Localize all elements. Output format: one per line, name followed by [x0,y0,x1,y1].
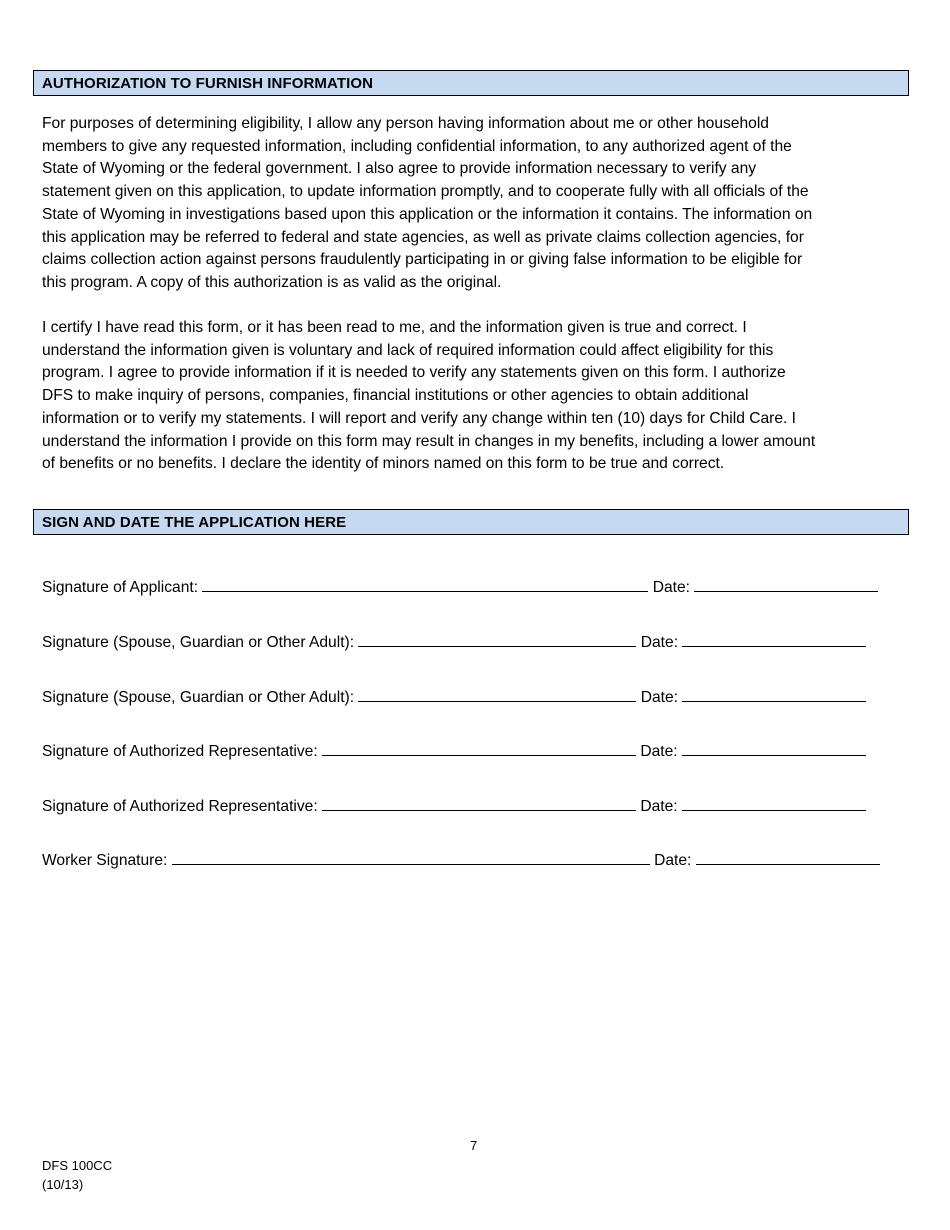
certification-paragraph [42,317,922,476]
signature-row-representative-2 [42,795,866,817]
paragraph-line: I certify I have read this form, or it has been read to me, and the information given is true and correct. I [42,319,747,336]
date-line[interactable] [682,631,866,647]
date-label: Date: [640,798,678,815]
paragraph-line: information or to verify my statements. I will report and verify any change within ten (10) days for Child Care. I [42,409,797,427]
signature-label: Signature of Authorized Representative: [42,798,318,815]
paragraph-line: this application may be referred to federal and state agencies, as well as private claims collection agencies, for [42,228,804,246]
signature-label: Signature of Applicant: [42,579,199,596]
signature-label: Signature of Authorized Representative: [42,743,318,760]
signature-row-spouse-1 [42,631,866,653]
signature-line[interactable] [322,740,636,756]
authorization-paragraph [42,113,922,295]
signature-label: Worker Signature: [42,852,168,869]
date-label: Date: [654,852,692,869]
authorization-heading: AUTHORIZATION TO FURNISH INFORMATION [42,75,374,92]
paragraph-line: claims collection action against persons fraudulently participating in or giving false information to be eligible for [42,251,803,269]
form-number: DFS 100CC [42,1158,113,1173]
form-revision-date: (10/13) [42,1177,84,1192]
date-line[interactable] [682,686,866,702]
signature-row-applicant [42,576,878,598]
date-label: Date: [640,634,679,651]
paragraph-line: For purposes of determining eligibility, I allow any person having information about me or other household [42,115,769,132]
signature-label: Signature (Spouse, Guardian or Other Adult): [42,689,355,706]
date-line[interactable] [682,740,866,756]
paragraph-line: DFS to make inquiry of persons, companies, financial institutions or other agencies to obtain additional [42,387,749,405]
date-label: Date: [652,579,691,596]
date-line[interactable] [696,849,880,865]
paragraph-line: State of Wyoming or the federal government. I also agree to provide information necessary to verify any [42,160,757,178]
date-line[interactable] [682,795,866,811]
sign-section-header [33,509,909,535]
date-label: Date: [640,689,679,706]
paragraph-line: understand the information given is voluntary and lack of required information could affect eligibility for this [42,341,774,359]
signature-row-spouse-2 [42,686,866,708]
signature-row-worker [42,849,880,871]
paragraph-line: this program. A copy of this authorization is as valid as the original. [42,273,502,291]
page-number: 7 [470,1138,478,1153]
paragraph-line: program. I agree to provide information if it is needed to verify any statements given on this form. I authorize [42,364,786,382]
authorization-section-header [33,70,909,96]
paragraph-line: State of Wyoming in investigations based upon this application or the information it contains. The information on [42,205,813,223]
signature-line[interactable] [358,631,636,647]
date-line[interactable] [694,576,878,592]
signature-label: Signature (Spouse, Guardian or Other Adult): [42,634,355,651]
signature-line[interactable] [202,576,648,592]
paragraph-line: members to give any requested information, including confidential information, to any authorized agent of the [42,137,792,155]
paragraph-line: statement given on this application, to update information promptly, and to cooperate fully with all officials of the [42,183,809,201]
signature-line[interactable] [172,849,650,865]
date-label: Date: [640,743,678,760]
signature-row-representative-1 [42,740,866,762]
signature-line[interactable] [322,795,636,811]
paragraph-line: of benefits or no benefits. I declare the identity of minors named on this form to be true and correct. [42,455,725,473]
paragraph-line: understand the information I provide on this form may result in changes in my benefits, including a lower amount [42,432,816,450]
signature-line[interactable] [358,686,636,702]
sign-heading: SIGN AND DATE THE APPLICATION HERE [42,514,347,531]
